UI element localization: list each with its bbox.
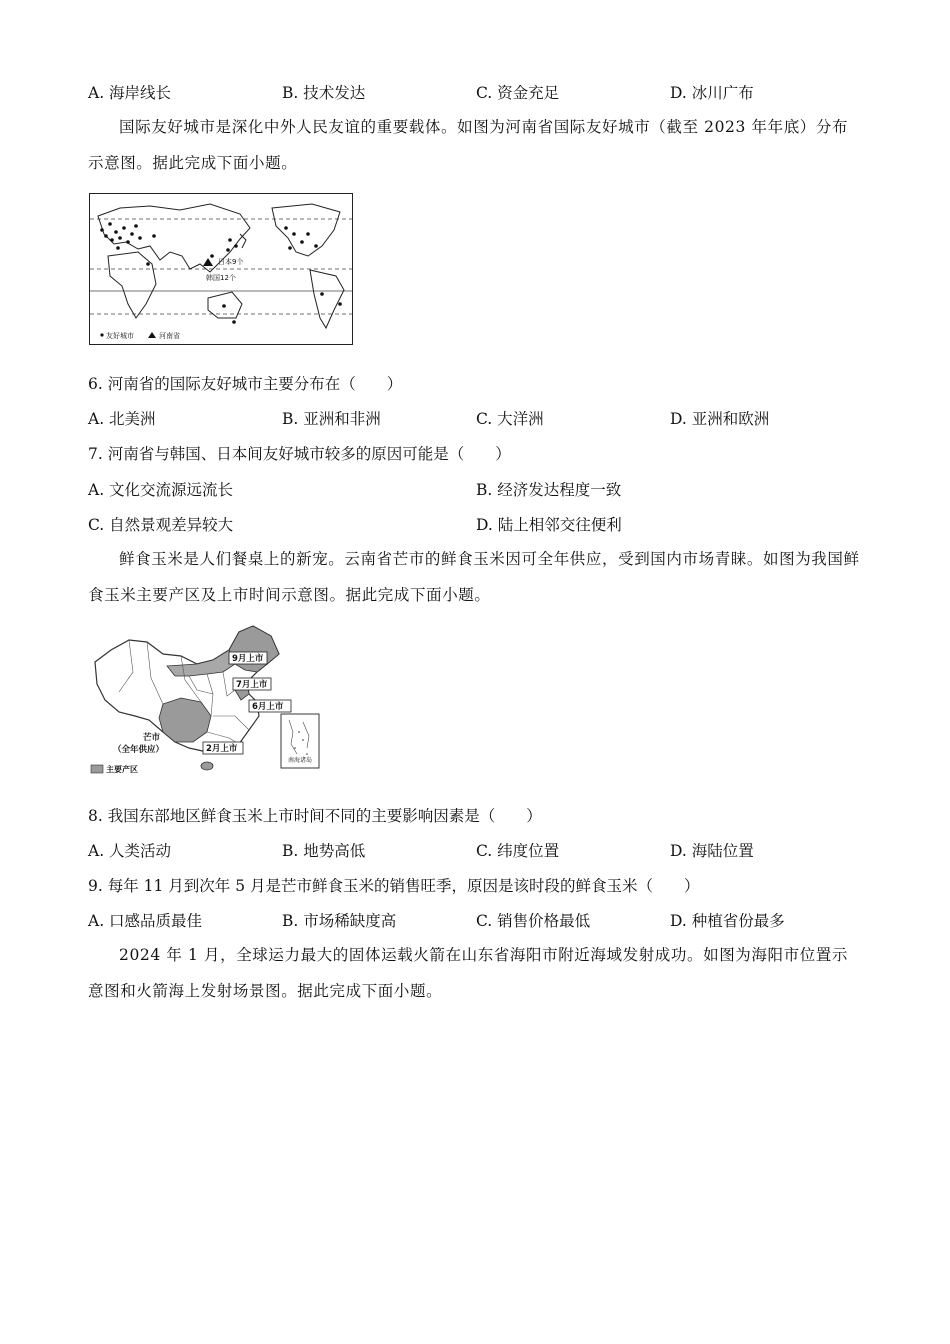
label-mangshi: 芒市 bbox=[143, 733, 161, 743]
q5-option-a: A. 海岸线长 bbox=[88, 84, 172, 102]
label-september-market: 9月上市 bbox=[232, 654, 264, 664]
q8-stem: 8. 我国东部地区鲜食玉米上市时间不同的主要影响因素是（ ） bbox=[88, 807, 542, 825]
q5-option-b: B. 技术发达 bbox=[282, 84, 366, 102]
inset-south-china-sea: 南海诸岛 bbox=[288, 757, 313, 764]
q7-option-c: C. 自然景观差异较大 bbox=[88, 516, 234, 534]
passage-friendship-cities bbox=[88, 109, 863, 181]
q9-option-d: D. 种植省份最多 bbox=[670, 912, 785, 930]
label-february-market: 2月上市 bbox=[206, 744, 238, 754]
q5-option-c: C. 资金充足 bbox=[476, 84, 560, 102]
label-june-market: 6月上市 bbox=[252, 702, 284, 712]
label-all-year-supply: （全年供应） bbox=[113, 745, 165, 755]
q6-stem: 6. 河南省的国际友好城市主要分布在（ ） bbox=[88, 375, 403, 393]
passage-3-text: 2024 年 1 月，全球运力最大的固体运载火箭在山东省海阳市附近海域发射成功。如图为海阳市位置示意图和火箭海上发射场景图。据此完成下面小题。 bbox=[88, 946, 848, 1000]
q8-option-d: D. 海陆位置 bbox=[670, 842, 754, 860]
world-friendship-city-map bbox=[89, 193, 353, 345]
passage-2-text: 鲜食玉米是人们餐桌上的新宠。云南省芒市的鲜食玉米因可全年供应，受到国内市场青睐。如图为我国鲜食玉米主要产区及上市时间示意图。据此完成下面小题。 bbox=[88, 550, 860, 604]
legend-henan: 河南省 bbox=[159, 332, 180, 340]
passage-fresh-corn bbox=[88, 541, 863, 613]
q8-option-b: B. 地势高低 bbox=[282, 842, 366, 860]
japan-count-label: 日本9个 bbox=[218, 258, 244, 266]
q6-option-b: B. 亚洲和非洲 bbox=[282, 410, 381, 428]
q9-option-c: C. 销售价格最低 bbox=[476, 912, 591, 930]
q7-option-b: B. 经济发达程度一致 bbox=[476, 481, 622, 499]
q6-option-a: A. 北美洲 bbox=[88, 410, 156, 428]
q6-option-d: D. 亚洲和欧洲 bbox=[670, 410, 770, 428]
passage-rocket-launch bbox=[88, 937, 863, 1009]
q9-option-a: A. 口感品质最佳 bbox=[88, 912, 203, 930]
q5-option-d: D. 冰川广布 bbox=[670, 84, 754, 102]
q9-stem: 9. 每年 11 月到次年 5 月是芒市鲜食玉米的销售旺季，原因是该时段的鲜食玉米（ ） bbox=[88, 877, 700, 895]
q7-option-d: D. 陆上相邻交往便利 bbox=[476, 516, 622, 534]
label-july-market: 7月上市 bbox=[236, 680, 268, 690]
china-map-figure bbox=[89, 620, 325, 777]
q7-option-a: A. 文化交流源远流长 bbox=[88, 481, 234, 499]
china-fresh-corn-map bbox=[89, 620, 325, 777]
q7-stem: 7. 河南省与韩国、日本间友好城市较多的原因可能是（ ） bbox=[88, 445, 511, 463]
q8-option-a: A. 人类活动 bbox=[88, 842, 172, 860]
legend-friendship-city: 友好城市 bbox=[106, 332, 134, 340]
world-map-figure bbox=[90, 194, 352, 344]
legend-main-region: 主要产区 bbox=[106, 765, 138, 774]
passage-1-text: 国际友好城市是深化中外人民友谊的重要载体。如图为河南省国际友好城市（截至 2023 年年底）分布示意图。据此完成下面小题。 bbox=[88, 118, 849, 172]
korea-count-label: 韩国12个 bbox=[206, 274, 236, 282]
q9-option-b: B. 市场稀缺度高 bbox=[282, 912, 397, 930]
q6-option-c: C. 大洋洲 bbox=[476, 410, 544, 428]
q8-option-c: C. 纬度位置 bbox=[476, 842, 560, 860]
